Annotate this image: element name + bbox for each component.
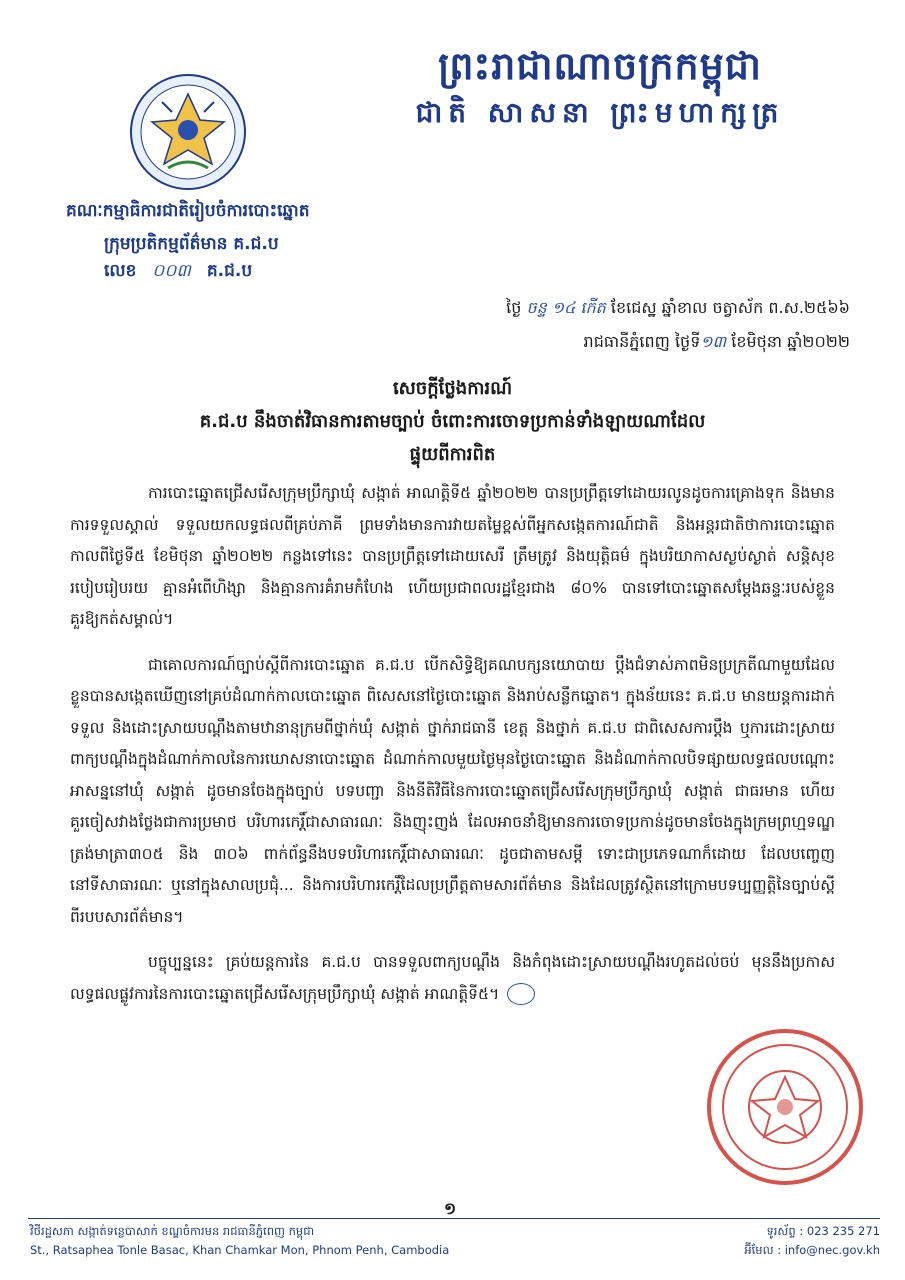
reference-number-row — [104, 260, 252, 285]
lunar-date-rest: ខែជេស្ឋ ឆ្នាំខាល ចត្វាស័ក ព.ស.២៥៦៦ — [610, 298, 850, 317]
organization-name: គណៈកម្មាធិការជាតិរៀបចំការបោះឆ្នោត — [66, 201, 310, 221]
lunar-date-prefix: ថ្ងៃ — [506, 298, 522, 317]
kingdom-title: ព្រះរាជាណាចក្រកម្ពុជា — [438, 43, 762, 88]
solar-date-rest: ខែមិថុនា ឆ្នាំ២០២២ — [731, 332, 850, 351]
title-line-1: សេចក្តីថ្លែងការណ៍ — [392, 378, 513, 399]
title-line-2: គ.ជ.ប នឹងចាត់វិធានការតាមច្បាប់ ចំពោះការចោទប្រកាន់ទាំងឡាយណាដែល — [199, 411, 706, 432]
reference-suffix: គ.ជ.ប — [206, 261, 253, 281]
solar-date — [300, 331, 850, 355]
paragraph-2: ជាគោលការណ៍ច្បាប់ស្តីពីការបោះឆ្នោត គ.ជ.ប បើកសិទ្ធិឱ្យគណបក្សនយោបាយ ប្តឹងជំទាស់ភាពមិនប្រក្រតីណាមួយដែលខ្លួនបានសង្កេតឃើញនៅគ្រប់ដំណាក់កាលបោះឆ្នោត ពិសេសនៅថ្ងៃបោះឆ្នោត និងរាប់សន្លឹកឆ្នោត។ ក្នុងន័យនេះ គ.ជ.ប មានយន្តការដាក់ ទទួល និងដោះស្រាយបណ្តឹងតាមឋានានុក្រមពីថ្នាក់ឃុំ សង្កាត់ ថ្នាក់រាជធានី ខេត្ត និងថ្នាក់ គ.ជ.ប ជាពិសេសការប្តឹង ឬការដោះស្រាយពាក្យបណ្តឹងក្នុងដំណាក់កាលនៃការឃោសនាបោះឆ្នោត ដំណាក់កាលមួយថ្ងៃមុនថ្ងៃបោះឆ្នោត និងដំណាក់កាលបិទផ្សាយលទ្ធផលបណ្តោះអាសន្ននៅឃុំ សង្កាត់ ដូចមានចែងក្នុងច្បាប់ បទបញ្ជា និងនីតិវិធីនៃការបោះឆ្នោតជ្រើសរើសក្រុមប្រឹក្សាឃុំ សង្កាត់ ជាធរមាន ហើយគួរចៀសវាងថ្លែងជាការប្រមាថ បរិហារកេរ្តិ៍ជាសាធារណៈ និងញុះញង់ ដែលអាចនាំឱ្យមានការចោទប្រកាន់ដូចមានចែងក្នុងក្រមព្រហ្មទណ្ឌត្រង់មាត្រា៣០៥ និង ៣០៦ ពាក់ព័ន្ធនឹងបទបរិហារកេរ្តិ៍ជាសាធារណៈ ដូចជាតាមសម្តី ទោះជាប្រភេទណាក៏ដោយ ដែលបញ្ចេញនៅទីសាធារណៈ ឬនៅក្នុងសាលប្រជុំ... និងការបរិហារកេរ្តិ៍ដែលប្រព្រឹត្តតាមសារព័ត៌មាន និងដែលត្រូវស្ថិតនៅក្រោមបទប្បញ្ញត្តិនៃច្បាប់ស្តីពីរបបសារព័ត៌មាន។ — [70, 655, 835, 926]
footer-phone: ទូរស័ព្ទ : 023 235 271 — [766, 1224, 880, 1238]
footer-email: អ៊ីមែល : info@nec.gov.kh — [744, 1243, 880, 1257]
paragraph-3 — [70, 947, 835, 1010]
document-body — [70, 478, 835, 1024]
paragraph-3-text: បច្ចុប្បន្ននេះ គ្រប់យន្តការនៃ គ.ជ.ប បានទទួលពាក្យបណ្តឹង និងកំពុងដោះស្រាយបណ្តឹងរហូតដល់ចប់ មុននឹងប្រកាសលទ្ធផលផ្លូវការនៃការបោះឆ្នោតជ្រើសរើសក្រុមប្រឹក្សាឃុំ សង្កាត់ អាណត្តិទី៥។ — [70, 953, 835, 1003]
reference-number: ០០៣ — [152, 261, 191, 281]
lunar-date — [300, 297, 850, 321]
document-title — [70, 372, 835, 471]
end-mark-icon — [507, 983, 535, 1005]
footer-divider — [28, 1218, 880, 1219]
national-motto: ជាតិ សាសនា ព្រះមហាក្សត្រ — [415, 96, 785, 129]
solar-date-prefix: រាជធានីភ្នំពេញ ថ្ងៃទី — [583, 332, 701, 351]
footer-address-km: វិថីរដ្ឋសភា សង្កាត់ទន្លេបាសាក់ ខណ្ឌចំការមន រាជធានីភ្នំពេញ កម្ពុជា — [30, 1224, 315, 1238]
nec-emblem-icon — [128, 72, 248, 192]
reference-label: លេខ — [104, 261, 137, 281]
solar-date-handwritten: ១៣ — [700, 332, 727, 351]
organization-unit: ក្រុមប្រតិកម្មព័ត៌មាន គ.ជ.ប — [104, 234, 279, 254]
page-number: ១ — [443, 1199, 457, 1218]
footer-address-en: St., Ratsaphea Tonle Basac, Khan Chamkar Mon, Phnom Penh, Cambodia — [30, 1243, 450, 1257]
title-line-3: ផ្ទុយពីការពិត — [409, 444, 496, 465]
paragraph-1: ការបោះឆ្នោតជ្រើសរើសក្រុមប្រឹក្សាឃុំ សង្កាត់ អាណត្តិទី៥ ឆ្នាំ២០២២ បានប្រព្រឹត្តទៅដោយរលូនដូចការគ្រោងទុក និងមានការទទួលស្គាល់ ទទួលយកលទ្ធផលពីគ្រប់ភាគី ព្រមទាំងមានការវាយតម្លៃខ្ពស់ពីអ្នកសង្កេតការណ៍ជាតិ និងអន្តរជាតិថាការបោះឆ្នោតកាលពីថ្ងៃទី៥ ខែមិថុនា ឆ្នាំ២០២២ កន្លងទៅនេះ បានប្រព្រឹត្តទៅដោយសេរី ត្រឹមត្រូវ និងយុត្តិធម៌ ក្នុងបរិយាកាសស្ងប់ស្ងាត់ សន្តិសុខ របៀបរៀបរយ គ្មានអំពើហិង្សា និងគ្មានការគំរាមកំហែង ហើយប្រជាពលរដ្ឋខ្មែរជាង ៨០% បានទៅបោះឆ្នោតសម្តែងឆន្ទៈរបស់ខ្លួនគួរឱ្យកត់សម្គាល់។ — [70, 484, 835, 628]
lunar-date-handwritten: ចន្ទ ១៤ កើត — [526, 298, 606, 317]
official-seal-icon — [700, 1025, 870, 1190]
